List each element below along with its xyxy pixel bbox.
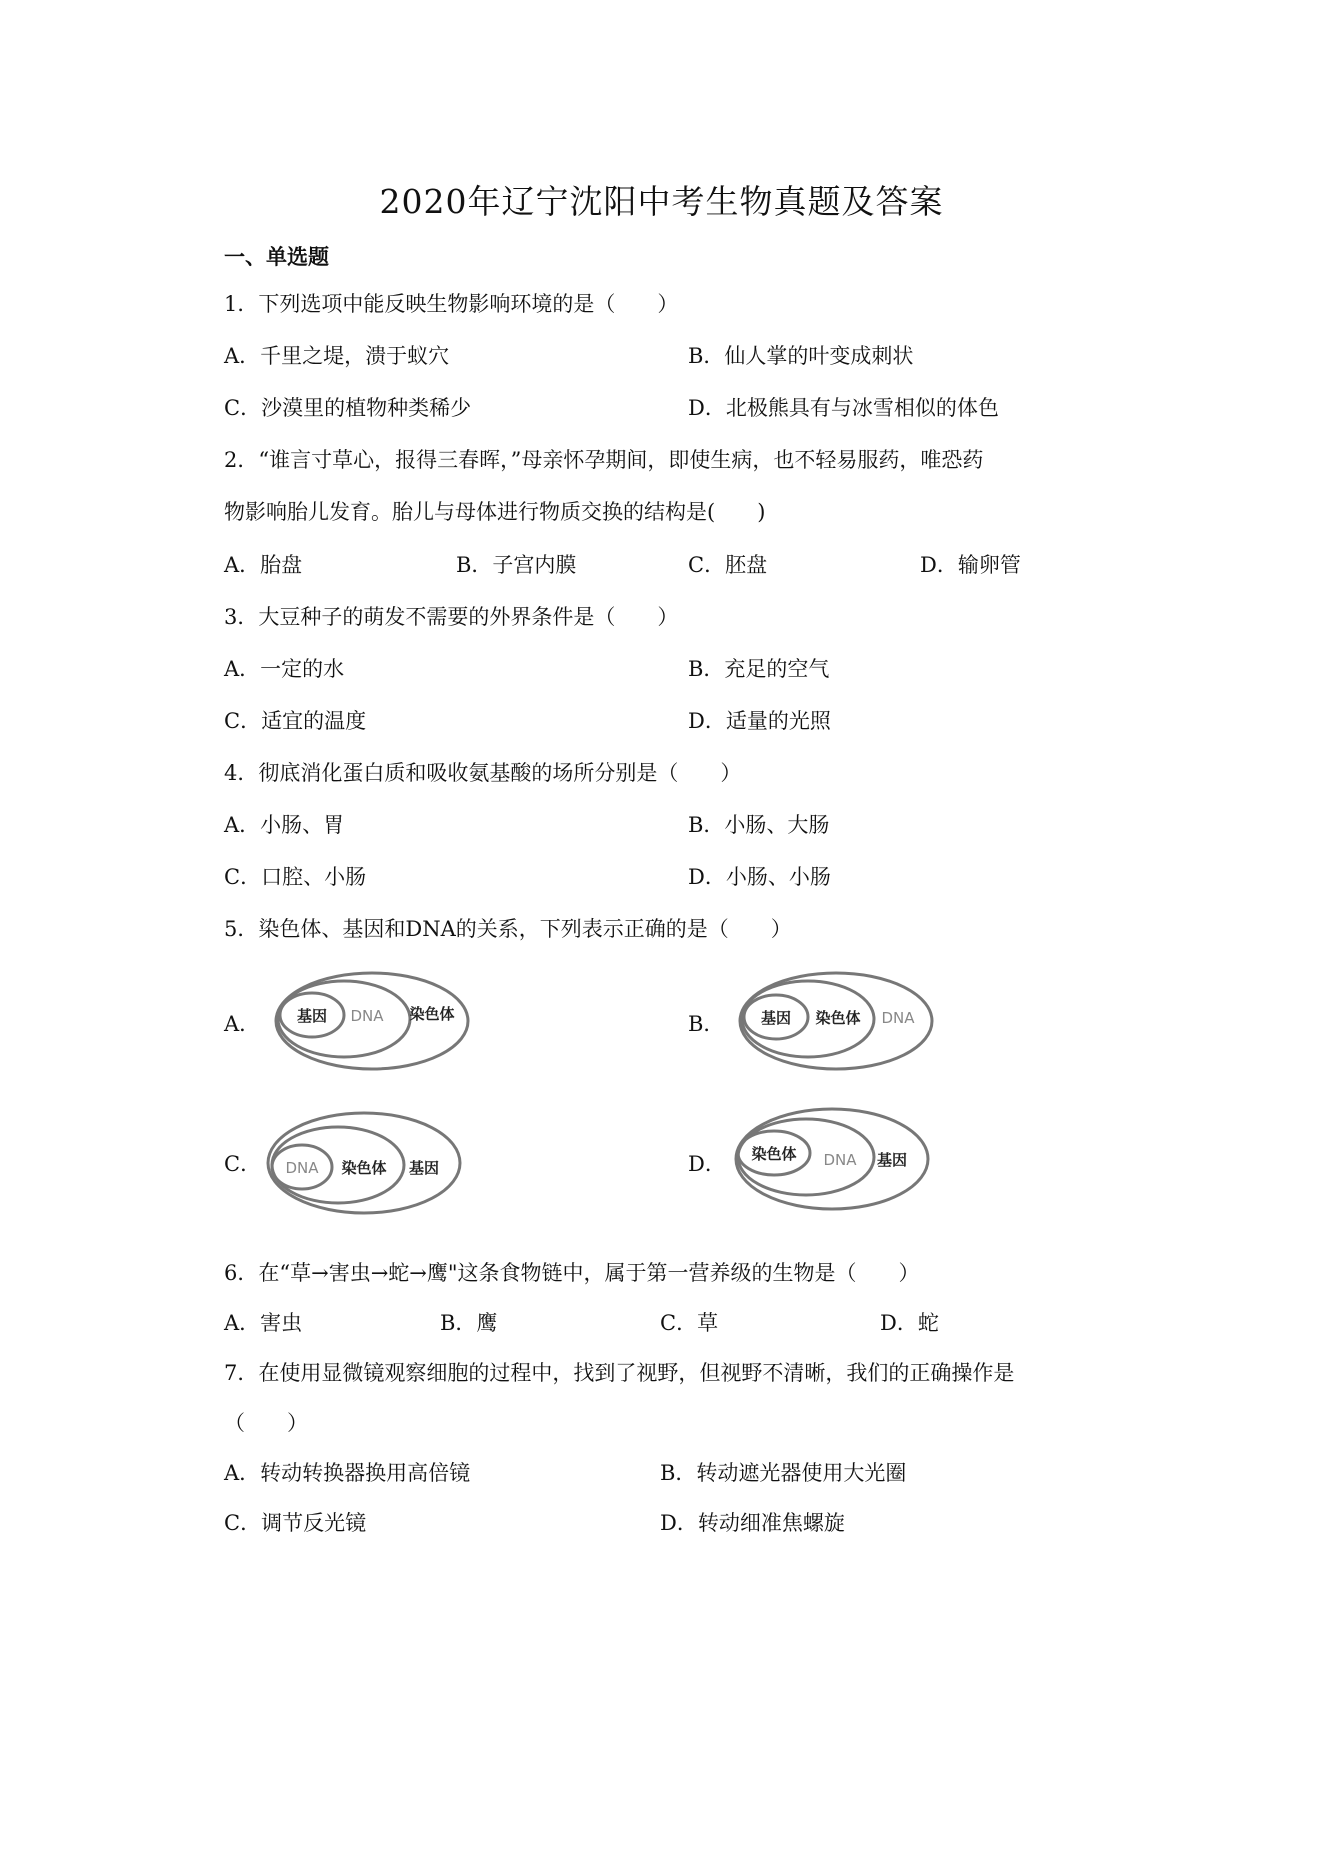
question-4-stem: 4．彻底消化蛋白质和吸收氨基酸的场所分别是（ ） [224,761,742,785]
question-4-option-b: B．小肠、大肠 [688,813,830,837]
diagram-a-inner-label: 基因 [296,1007,328,1025]
question-6-option-a: A．害虫 [224,1311,303,1335]
section-heading: 一、单选题 [224,245,329,269]
question-7-stem-line1: 7．在使用显微镜观察细胞的过程中，找到了视野，但视野不清晰，我们的正确操作是 [224,1361,1015,1385]
question-1-option-c: C．沙漠里的植物种类稀少 [224,396,472,420]
question-6-option-d: D．蛇 [880,1311,939,1335]
question-5-diagram-c [264,1107,464,1219]
question-5-diagram-b [736,967,936,1077]
question-2-option-c: C．胚盘 [688,553,768,577]
question-7-stem-line2: （ ） [224,1411,308,1435]
question-2-option-d: D．输卵管 [920,553,1021,577]
diagram-a-outer-label: 染色体 [409,1005,455,1023]
question-5-option-c: C． [224,1152,262,1176]
question-4-option-a: A．小肠、胃 [224,813,345,837]
diagram-b-inner-label: 基因 [760,1009,792,1027]
question-3-option-c: C．适宜的温度 [224,709,367,733]
question-3-option-a: A．一定的水 [224,657,345,681]
question-5-stem: 5．染色体、基因和DNA的关系，下列表示正确的是（ ） [224,917,792,941]
question-5-diagram-a [272,967,472,1077]
question-5-option-b: B． [688,1012,725,1036]
question-1-stem: 1．下列选项中能反映生物影响环境的是（ ） [224,292,679,316]
diagram-d-inner-label: 染色体 [751,1145,797,1163]
question-1-option-d: D．北极熊具有与冰雪相似的体色 [688,396,999,420]
diagram-a-middle-label: DNA [350,1007,384,1025]
question-3-stem: 3．大豆种子的萌发不需要的外界条件是（ ） [224,605,679,629]
question-7-option-c: C．调节反光镜 [224,1511,367,1535]
diagram-c-outer-label: 基因 [408,1159,440,1177]
question-7-option-a: A．转动转换器换用高倍镜 [224,1461,471,1485]
question-6-stem: 6．在“草→害虫→蛇→鹰"这条食物链中，属于第一营养级的生物是（ ） [224,1261,920,1285]
question-6-option-c: C．草 [660,1311,719,1335]
document-title: 2020年辽宁沈阳中考生物真题及答案 [379,182,944,221]
question-2-stem-line1: 2．“谁言寸草心，报得三春晖，”母亲怀孕期间，即使生病，也不轻易服药，唯恐药 [224,448,984,472]
question-2-option-b: B．子宫内膜 [456,553,577,577]
question-4-option-d: D．小肠、小肠 [688,865,831,889]
question-3-option-b: B．充足的空气 [688,657,830,681]
diagram-d-outer-label: 基因 [876,1151,908,1169]
question-5-option-a: A． [224,1012,261,1036]
question-6-option-b: B．鹰 [440,1311,498,1335]
question-2-stem-line2: 物影响胎儿发育。胎儿与母体进行物质交换的结构是( ) [224,500,766,524]
question-7-option-b: B．转动遮光器使用大光圈 [660,1461,907,1485]
diagram-d-middle-label: DNA [823,1151,857,1169]
diagram-c-inner-label: DNA [285,1159,319,1177]
question-5-option-d: D． [688,1152,726,1176]
diagram-b-outer-label: DNA [881,1009,915,1027]
diagram-c-middle-label: 染色体 [341,1159,387,1177]
question-7-option-d: D．转动细准焦螺旋 [660,1511,845,1535]
question-1-option-b: B．仙人掌的叶变成刺状 [688,344,914,368]
question-4-option-c: C．口腔、小肠 [224,865,367,889]
question-2-option-a: A．胎盘 [224,553,303,577]
question-5-diagram-d [732,1103,932,1215]
diagram-b-middle-label: 染色体 [815,1009,861,1027]
question-3-option-d: D．适量的光照 [688,709,831,733]
question-1-option-a: A．千里之堤，溃于蚁穴 [224,344,450,368]
